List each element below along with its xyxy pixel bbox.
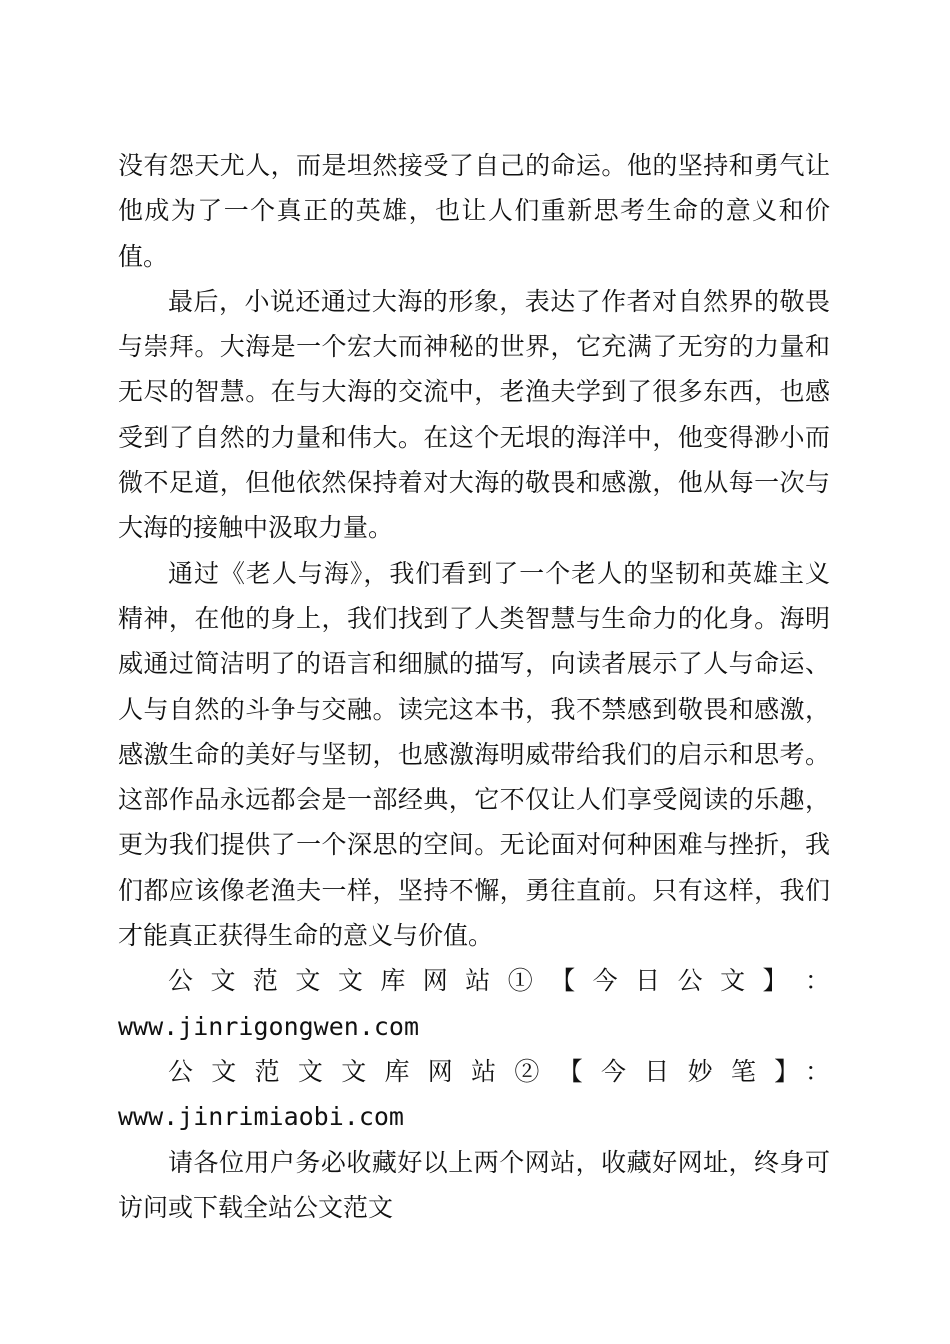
site-1-url[interactable]: www.jinrigongwen.com bbox=[118, 1011, 420, 1041]
site-2-label: 公文范文文库网站②【今日妙笔】： bbox=[168, 1056, 830, 1086]
site-2-url[interactable]: www.jinrimiaobi.com bbox=[118, 1102, 404, 1132]
paragraph-3: 通过《老人与海》，我们看到了一个老人的坚韧和英雄主义精神，在他的身上，我们找到了人类智慧与生命力的化身。海明威通过简洁明了的语言和细腻的描写，向读者展示了人与命运、人与自然的斗争与交融。读完这本书，我不禁感到敬畏和感激，感激生命的美好与坚韧，也感激海明威带给我们的启示和思考。这部作品永远都会是一部经典，它不仅让人们享受阅读的乐趣，更为我们提供了一个深思的空间。无论面对何种困难与挫折，我们都应该像老渔夫一样，坚持不懈，勇往直前。只有这样，我们才能真正获得生命的意义与价值。 bbox=[118, 558, 830, 951]
notice-text: 请各位用户务必收藏好以上两个网站，收藏好网址，终身可访问或下载全站公文范文 bbox=[118, 1147, 830, 1222]
document-page bbox=[118, 143, 830, 1230]
paragraph-2: 最后，小说还通过大海的形象，表达了作者对自然界的敬畏与崇拜。大海是一个宏大而神秘的世界，它充满了无穷的力量和无尽的智慧。在与大海的交流中，老渔夫学到了很多东西，也感受到了自然的力量和伟大。在这个无垠的海洋中，他变得渺小而微不足道，但他依然保持着对大海的敬畏和感激，他从每一次与大海的接触中汲取力量。 bbox=[118, 286, 830, 543]
site-1-block bbox=[118, 958, 830, 1049]
site-2-block bbox=[118, 1049, 830, 1140]
site-1-label: 公 文 范 文 文 库 网 站 ① 【 今 日 公 文 】 ： bbox=[168, 966, 831, 996]
paragraph-1: 没有怨天尤人，而是坦然接受了自己的命运。他的坚持和勇气让他成为了一个真正的英雄，也让人们重新思考生命的意义和价值。 bbox=[118, 151, 830, 271]
